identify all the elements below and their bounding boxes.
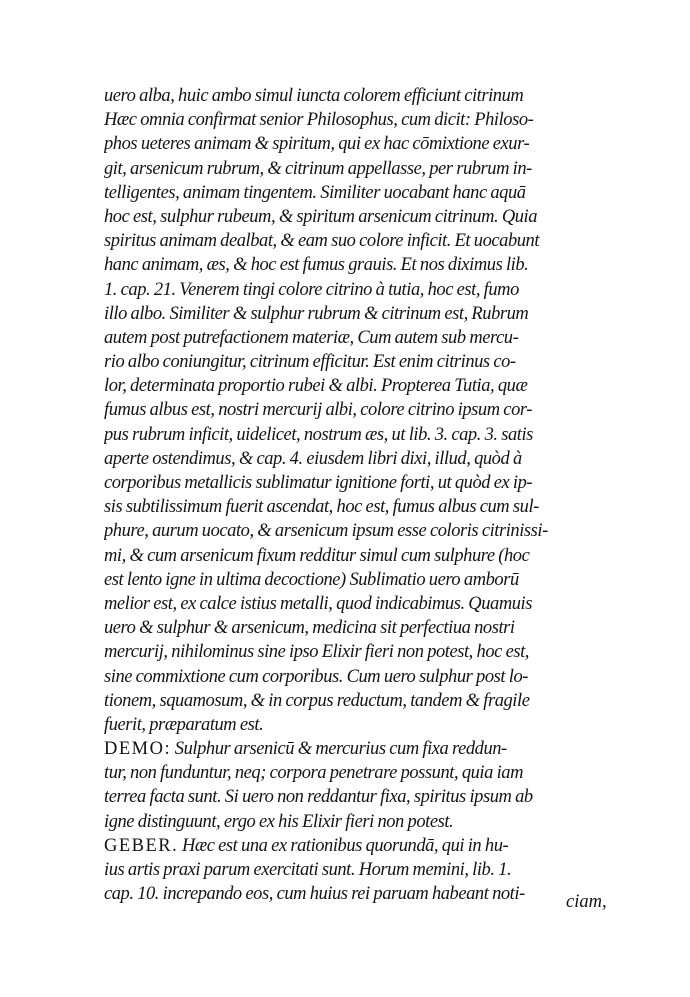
- text-line: mi, & cum arsenicum fixum redditur simul cum sulphure (hoc: [104, 545, 530, 566]
- text-line: uero & sulphur & arsenicum, medicina sit perfectiua nostri: [104, 618, 515, 639]
- text-line: sine commixtione cum corporibus. Cum uero sulphur post lo-: [104, 666, 528, 687]
- text-line: rio albo coniungitur, citrinum efficitur. Est enim citrinus co-: [104, 352, 516, 373]
- text-line: melior est, ex calce istius metalli, quod indicabimus. Quamuis: [104, 593, 532, 614]
- text-line: est lento igne in ultima decoctione) Sublimatio uero amborū: [104, 569, 519, 590]
- text-line: aperte ostendimus, & cap. 4. eiusdem libri dixi, illud, quòd à: [104, 448, 522, 469]
- text-line: lor, determinata proportio rubei & albi. Propterea Tutia, quæ: [104, 376, 528, 397]
- text-line: telligentes, animam tingentem. Similiter uocabant hanc aquā: [104, 182, 526, 203]
- text-line: tionem, squamosum, & in corpus reductum, tandem & fragile: [104, 690, 530, 711]
- catchword: ciam,: [566, 892, 607, 912]
- dialogue-line: [104, 834, 636, 858]
- text-line: cap. 10. increpando eos, cum huius rei paruam habeant noti-: [104, 884, 525, 905]
- text-line: fuerit, præparatum est.: [104, 714, 264, 735]
- text-line: uero alba, huic ambo simul iuncta colorem efficiunt citrinum: [104, 86, 524, 106]
- speaker-demo: DEMO:: [104, 739, 172, 760]
- text-line: 1. cap. 21. Venerem tingi colore citrino à tutia, hoc est, fumo: [104, 279, 519, 300]
- text-line: tur, non funduntur, neq; corpora penetrare possunt, quia iam: [104, 763, 523, 784]
- text-line: phos ueteres animam & spiritum, qui ex hac cōmixtione exur-: [104, 134, 530, 155]
- text-line: terrea facta sunt. Si uero non reddantur fixa, spiritus ipsum ab: [104, 787, 533, 808]
- body-text: [104, 84, 636, 906]
- text-line: pus rubrum inficit, uidelicet, nostrum æs, ut lib. 3. cap. 3. satis: [104, 424, 533, 445]
- text-line: mercurij, nihilominus sine ipso Elixir fieri non potest, hoc est,: [104, 642, 529, 663]
- text-line: hoc est, sulphur rubeum, & spiritum arsenicum citrinum. Quia: [104, 206, 538, 227]
- text-line: phure, aurum uocato, & arsenicum ipsum esse coloris citrinissi-: [104, 521, 548, 542]
- text-line: sis subtilissimum fuerit ascendat, hoc est, fumus albus cum sul-: [104, 497, 539, 518]
- text-line: Hæc omnia confirmat senior Philosophus, cum dicit: Philoso-: [104, 110, 534, 131]
- dialogue-text: Hæc est una ex rationibus quorundā, qui in hu-: [178, 835, 509, 856]
- text-line: spiritus animam dealbat, & eam suo colore inficit. Et uocabunt: [104, 231, 540, 252]
- text-line: illo albo. Similiter & sulphur rubrum & citrinum est, Rubrum: [104, 303, 529, 324]
- text-line: fumus albus est, nostri mercurij albi, colore citrino ipsum cor-: [104, 400, 532, 421]
- text-line: ius artis praxi parum exercitati sunt. Horum memini, lib. 1.: [104, 860, 512, 880]
- text-line: autem post putrefactionem materiæ, Cum autem sub mercu-: [104, 327, 519, 348]
- text-line: igne distinguunt, ergo ex his Elixir fieri non potest.: [104, 811, 454, 832]
- text-line: git, arsenicum rubrum, & citrinum appellasse, per rubrum in-: [104, 158, 532, 179]
- dialogue-line: [104, 737, 636, 761]
- text-line: corporibus metallicis sublimatur ignitione forti, ut quòd ex ip-: [104, 473, 533, 493]
- speaker-geber: GEBER.: [104, 835, 179, 856]
- text-line: hanc animam, æs, & hoc est fumus grauis. Et nos diximus lib.: [104, 255, 529, 276]
- dialogue-text: Sulphur arsenicū & mercurius cum fixa reddun-: [171, 739, 507, 760]
